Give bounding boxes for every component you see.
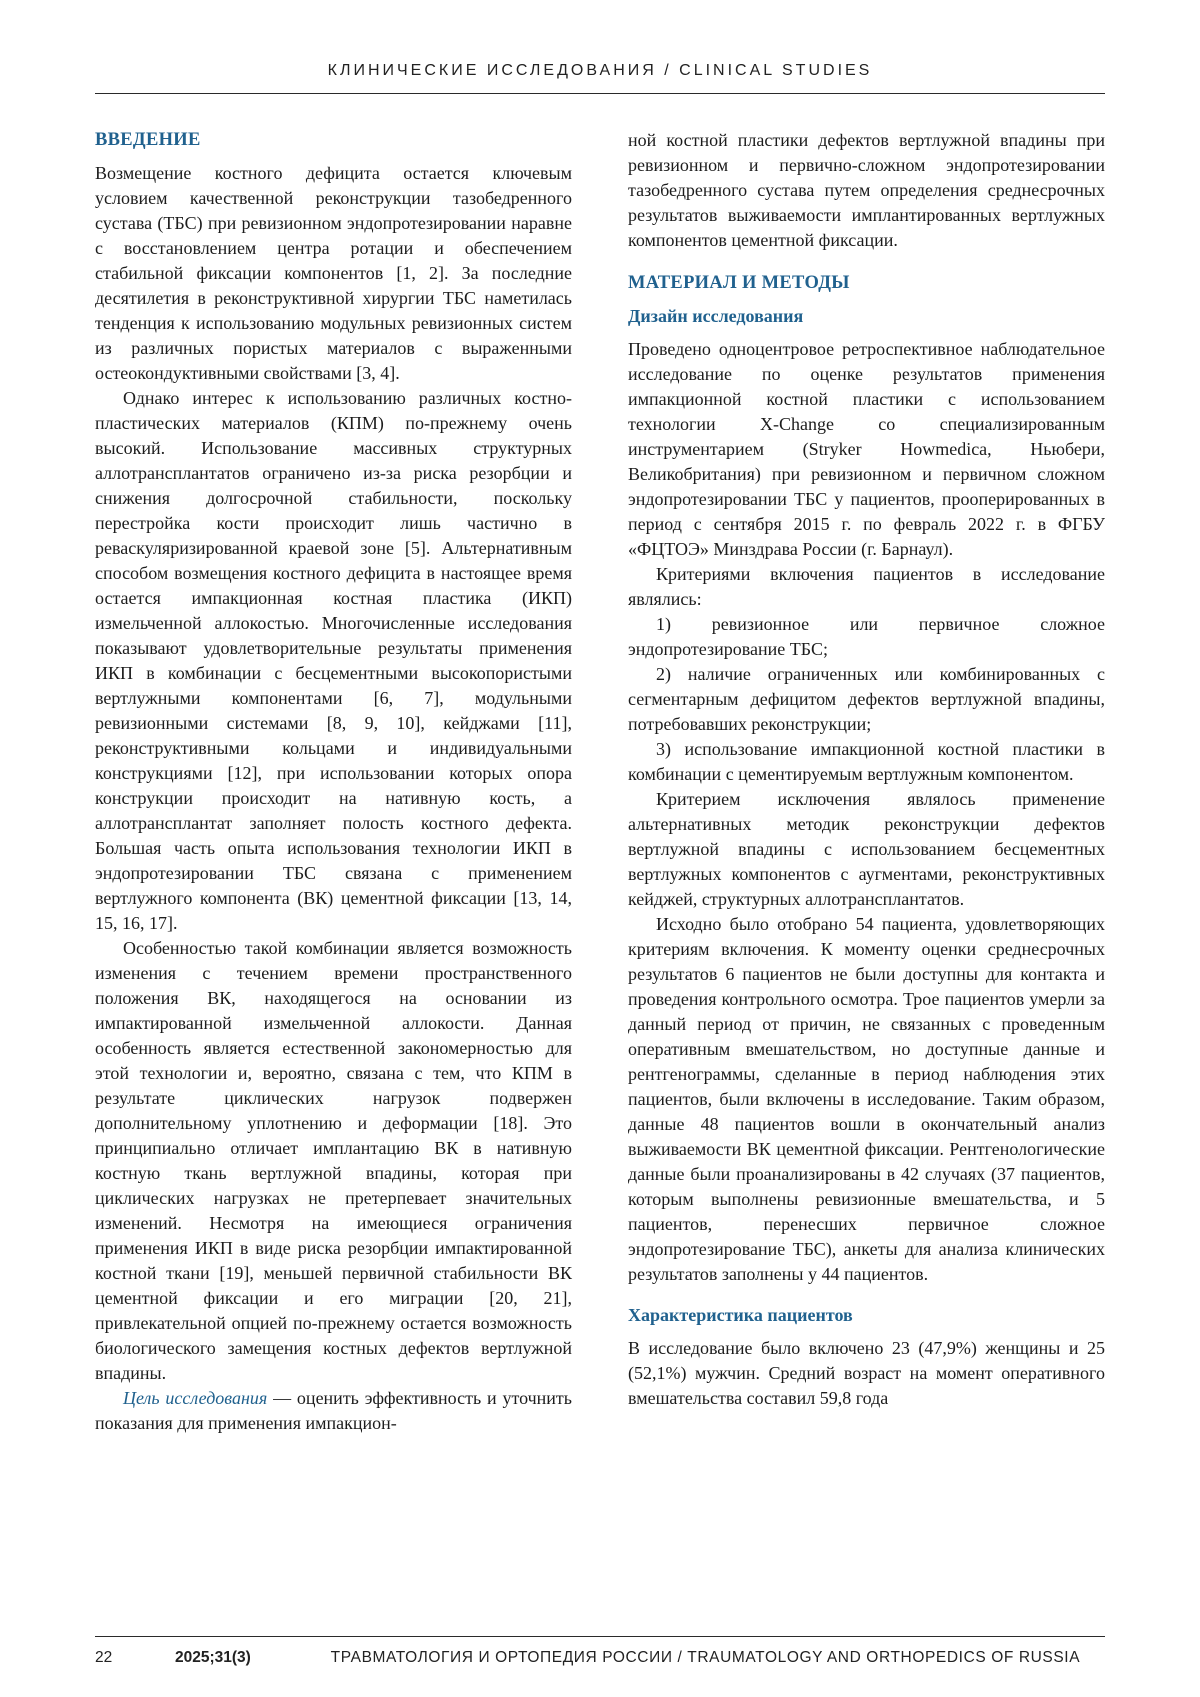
page-footer	[95, 1636, 1105, 1667]
inclusion-item-3: 3) использование импакционной костной пластики в комбинации с цементируемым вертлужным компонентом.	[628, 739, 1105, 784]
aim-continuation-paragraph: ной костной пластики дефектов вертлужной впадины при ревизионном и первично-сложном эндопротезировании тазобедренного сустава путем определения среднесрочных результатов выживаемости имплантированных вертлужных компонентов цементной фиксации.	[628, 130, 1105, 250]
running-head: КЛИНИЧЕСКИЕ ИССЛЕДОВАНИЯ / CLINICAL STUDIES	[327, 62, 873, 79]
intro-paragraph-1: Возмещение костного дефицита остается ключевым условием качественной реконструкции тазобедренного сустава (ТБС) при ревизионном эндопротезировании наравне с восстановлением центра ротации и обеспечением стабильной фиксации компонентов [1, 2]. За последние десятилетия в реконструктивной хирургии ТБС наметилась тенденция к использованию модульных ревизионных систем из различных пористых материалов с выраженными остеокондуктивными свойствами [3, 4].	[95, 163, 572, 383]
journal-title: ТРАВМАТОЛОГИЯ И ОРТОПЕДИЯ РОССИИ / TRAUMATOLOGY AND ORTHOPEDICS OF RUSSIA	[330, 1649, 1081, 1666]
aim-paragraph	[95, 1386, 572, 1436]
page-header	[95, 0, 1105, 94]
page-inner	[95, 0, 1105, 1436]
intro-paragraph-3: Особенностью такой комбинации является возможность изменения с течением времени пространственного положения ВК, находящегося на основании из импактированной измельченной аллокости. Данная особенность является естественной закономерностью для этой технологии и, вероятно, связана с тем, что КПМ в результате циклических нагрузок подвержен дополнительному уплотнению и деформации [18]. Это принципиально отличает имплантацию ВК в нативную костную ткань вертлужной впадины, которая при циклических нагрузках не претерпевает значительных изменений. Несмотря на имеющиеся ограничения применения ИКП в виде риска резорбции импактированной костной ткани [19], меньшей первичной стабильности ВК цементной фиксации и его миграции [20, 21], привлекательной опцией по-прежнему остается возможность биологического замещения костных дефектов вертлужной впадины.	[95, 938, 572, 1383]
subsection-heading-design: Дизайн исследования	[628, 306, 804, 326]
left-column	[95, 128, 572, 1436]
page-number: 22	[95, 1649, 113, 1666]
inclusion-item-1: 1) ревизионное или первичное сложное эндопротезирование ТБС;	[628, 614, 1105, 659]
aim-text: — оценить эффективность и уточнить показания для применения импакцион-	[95, 1388, 572, 1433]
section-heading-methods: МАТЕРИАЛ И МЕТОДЫ	[628, 273, 850, 293]
aim-label: Цель исследования	[123, 1388, 268, 1408]
section-heading-introduction: ВВЕДЕНИЕ	[95, 130, 201, 150]
intro-paragraph-2: Однако интерес к использованию различных костно-пластических материалов (КПМ) по-прежнему очень высокий. Использование массивных структурных аллотрансплантатов ограничено из-за риска резорбции и снижения долгосрочной стабильности, поскольку перестройка кости происходит лишь частично в реваскуляризированной краевой зоне [5]. Альтернативным способом возмещения костного дефицита в настоящее время остается импакционная костная пластика (ИКП) измельченной аллокостью. Многочисленные исследования показывают удовлетворительные результаты применения ИКП в комбинации с бесцементными высокопористыми вертлужными компонентами [6, 7], модульными ревизионными системами [8, 9, 10], кейджами [11], реконструктивными кольцами и индивидуальными конструкциями [12], при использовании которых опора конструкции происходит на нативную кость, а аллотрансплантат заполняет полость костного дефекта. Большая часть опыта использования технологии ИКП в эндопротезировании ТБС связана с применением вертлужного компонента (ВК) цементной фиксации [13, 14, 15, 16, 17].	[95, 388, 572, 933]
exclusion-paragraph: Критерием исключения являлось применение альтернативных методик реконструкции дефектов вертлужной впадины с использованием бесцементных вертлужных компонентов с аугментами, реконструктивных кейджей, структурных аллотрансплантатов.	[628, 789, 1105, 909]
right-column	[628, 128, 1105, 1436]
article-body	[95, 128, 1105, 1436]
issue-info: 2025;31(3)	[175, 1649, 251, 1666]
criteria-intro-paragraph: Критериями включения пациентов в исследование являлись:	[628, 564, 1105, 609]
header-rule	[95, 93, 1105, 94]
inclusion-item-2: 2) наличие ограниченных или комбинированных с сегментарным дефицитом дефектов вертлужной впадины, потребовавших реконструкции;	[628, 664, 1105, 734]
footer-row	[95, 1649, 1105, 1667]
patients-paragraph: В исследование было включено 23 (47,9%) женщины и 25 (52,1%) мужчин. Средний возраст на момент оперативного вмешательства составил 59,8 года	[628, 1338, 1105, 1408]
footer-rule	[95, 1636, 1105, 1637]
cohort-paragraph: Исходно было отобрано 54 пациента, удовлетворяющих критериям включения. К моменту оценки среднесрочных результатов 6 пациентов не были доступны для контакта и проведения контрольного осмотра. Трое пациентов умерли за данный период от причин, не связанных с проведенным оперативным вмешательством, но доступные данные и рентгенограммы, сделанные в период наблюдения этих пациентов, были включены в исследование. Таким образом, данные 48 пациентов вошли в окончательный анализ выживаемости ВК цементной фиксации. Рентгенологические данные были проанализированы в 42 случаях (37 пациентов, которым выполнены ревизионные вмешательства, и 5 пациентов, перенесших первичное сложное эндопротезирование ТБС), анкеты для анализа клинических результатов заполнены у 44 пациентов.	[628, 914, 1105, 1284]
subsection-heading-patients: Характеристика пациентов	[628, 1305, 853, 1325]
methods-overview-paragraph: Проведено одноцентровое ретроспективное наблюдательное исследование по оценке результатов применения импакционной костной пластики с использованием технологии X-Change со специализированным инструментарием (Stryker Howmedica, Ньюбери, Великобритания) при ревизионном и первичном сложном эндопротезировании ТБС у пациентов, прооперированных в период с сентября 2015 г. по февраль 2022 г. в ФГБУ «ФЦТОЭ» Минздрава России (г. Барнаул).	[628, 339, 1105, 559]
